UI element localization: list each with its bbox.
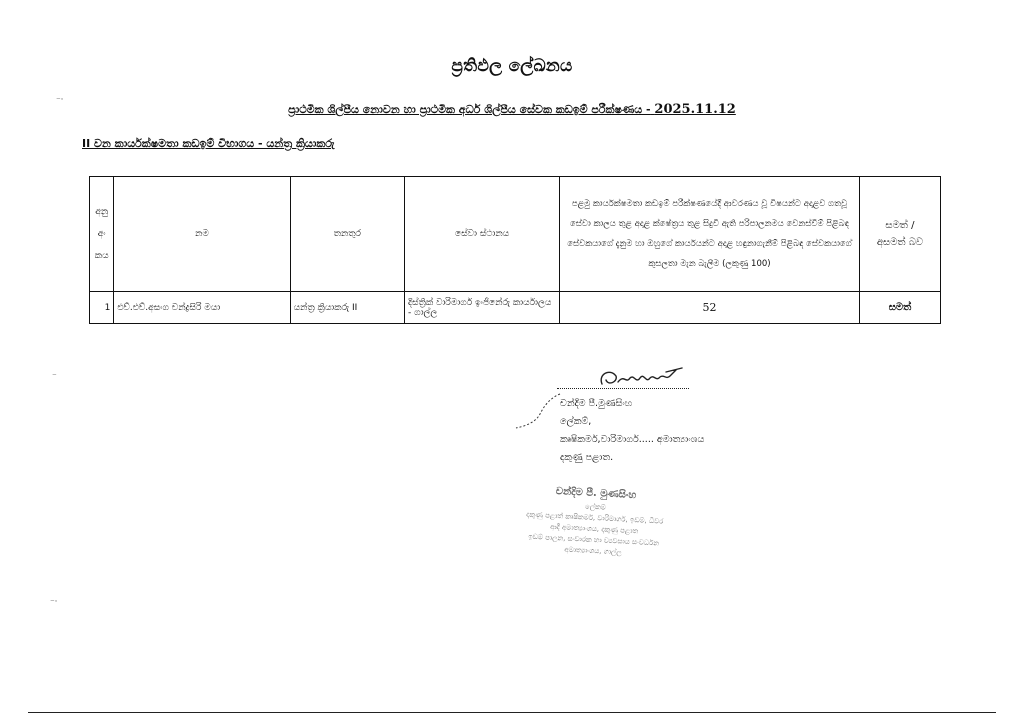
results-table [89,176,941,324]
stamp-line: ආදී අමාත්‍යාංශය, දකුණු පළාත [549,522,639,536]
document-subtitle [0,102,1024,117]
row-result: සමත් [859,292,940,324]
signature-line [557,388,689,389]
stamp-name: චන්දිම පී. මුණසිංහ [555,485,637,502]
signatory-title: ලේකම්, [560,416,592,427]
header-result: සමත් / අසමත් බව [859,177,940,292]
scan-mark: ⁻ˑ [50,598,58,608]
signatory-name: චන්දිම පී.මුණසිංහ [560,398,633,409]
scan-mark: ⁻ˑ [56,96,64,106]
signatory-province: දකුණු පළාත. [560,452,614,463]
stamp-line: දකුණු පළාත් කෘෂිකර්ම, වාරිමාර්ග, ඉඩම්, ධීවර [525,510,664,526]
subtitle-text: ප්‍රාථමික ශිල්පීය නොවන හා ප්‍රාථමික අර්ධ ශිල්පීය සේවක කඩඉම් පරීක්ෂණය - [288,103,651,116]
stamp-line: අමාත්‍යාංශය, ගාල්ල [564,545,622,557]
row-name: එච්.එච්.අසංග චන්ද්‍රසිරි මයා [114,292,290,324]
signatory-block [560,395,704,467]
header-position: තනතුර [290,177,404,292]
exam-date: 2025.11.12 [654,102,736,117]
page-bottom-rule [28,712,996,713]
official-stamp [476,480,713,586]
table-header-row [90,177,941,292]
row-serial-no: 1 [90,292,114,324]
header-serial-no: අනු අං කය [90,177,114,292]
document-title: ප්‍රතිඵල ලේඛනය [451,56,573,76]
header-score: පළමු කාර්යක්ෂමතා කඩඉම් පරීක්ෂණයේදී ආවරණය වූ විෂයන්ට අදාළව ගතවූ සේවා කාලය තුළ අදාළ ක්ෂේත්‍රය තුළ සිදුවී ඇති පරිපාලනමය වෙනස්වීම් පිළිබඳ සේවකයාගේ දැනුම හා ඔහුගේ කාර්යයන්ට අදාළ හඳුනාගැනීම් පිළිබඳ සේවකයාගේ කුසලතා මැන බැලීම (ලකුණු 100) [560,177,860,292]
stamp-line: ලේකම් [584,502,606,512]
row-position: යන්ත්‍ර ක්‍රියාකරු II [290,292,404,324]
row-score: 52 [560,292,860,324]
table-row [90,292,941,324]
header-name: නම [114,177,290,292]
stamp-line: ඉඩම් පාලන, සංචාරක හා ව්‍යවසාය සංවර්ධන [528,532,660,548]
header-station: සේවා ස්ථානය [405,177,560,292]
signatory-ministry: කෘෂිකර්ම,වාරිමාර්ග..... අමාත්‍යාංශය [560,434,705,445]
section-heading: II වන කාර්යක්ෂමතා කඩඉම් විභාගය - යන්ත්‍ර ක්‍රියාකරු [82,137,335,150]
signature-flourish [514,392,562,432]
row-station: දිස්ත්‍රික් වාරිමාර්ග ඉංජිනේරු කාර්යාලය - ගාල්ල [405,292,560,324]
scan-mark: ⁻ [52,372,57,382]
